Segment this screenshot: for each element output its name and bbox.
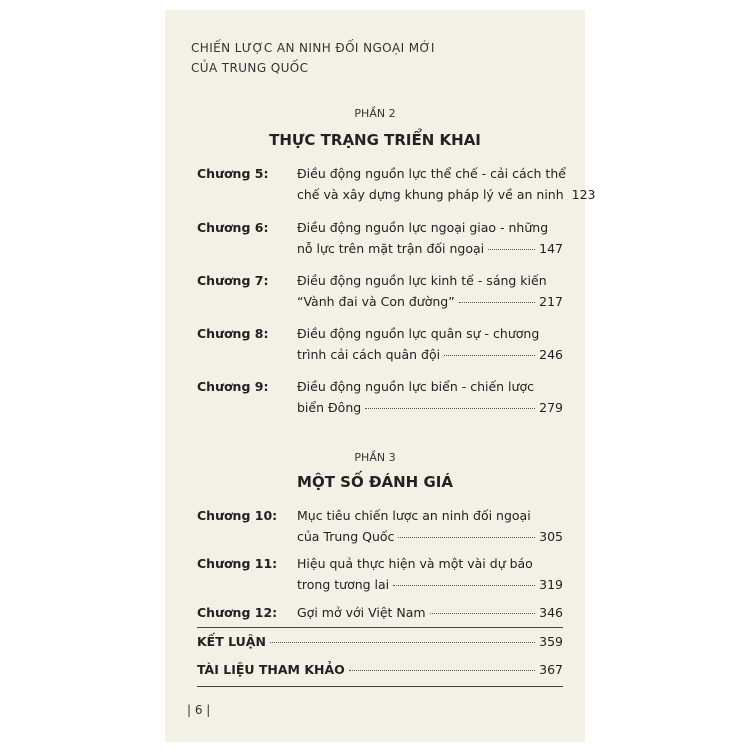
chapter-title-line-2: biển Đông — [297, 400, 362, 415]
page-number: 147 — [539, 241, 563, 256]
chapter-title-line-1: Điều động nguồn lực thể chế - cải cách thể — [297, 166, 566, 181]
chapter-title-line-2: của Trung Quốc — [297, 529, 395, 544]
chapter-number: Chương 11: — [197, 556, 278, 571]
chapter-title-line-1: Hiệu quả thực hiện và một vài dự báo — [297, 556, 533, 571]
references-label: TÀI LIỆU THAM KHẢO — [197, 662, 345, 677]
book-page — [165, 10, 596, 742]
chapter-title-line-1: Điều động nguồn lực ngoại giao - những — [297, 220, 549, 235]
dot-leader — [349, 670, 535, 671]
page-number: 217 — [539, 294, 563, 309]
dot-leader — [444, 355, 535, 356]
page-number: 123 — [571, 187, 596, 202]
dot-leader — [459, 302, 535, 303]
page-number: 367 — [539, 662, 563, 677]
page-folio: | 6 | — [187, 703, 211, 717]
chapter-title-line-2: nỗ lực trên mặt trận đối ngoại — [297, 241, 485, 256]
chapter-number: Chương 8: — [197, 326, 269, 341]
chapter-number: Chương 6: — [197, 220, 269, 235]
chapter-title-line-1: Mục tiêu chiến lược an ninh đối ngoại — [297, 508, 531, 523]
divider — [197, 686, 563, 687]
toc-entry-conclusion — [197, 634, 563, 649]
dot-leader — [393, 585, 535, 586]
page-number: 246 — [539, 347, 563, 362]
toc-entry-chapter-12 — [197, 602, 563, 623]
running-head — [191, 38, 435, 78]
chapter-title-line-2: trình cải cách quân đội — [297, 347, 441, 362]
chapter-title-line-2: trong tương lai — [297, 577, 390, 592]
dot-leader — [365, 408, 535, 409]
chapter-title-line-1: Điều động nguồn lực kinh tế - sáng kiến — [297, 273, 547, 288]
dot-leader — [270, 642, 535, 643]
chapter-number: Chương 12: — [197, 605, 278, 620]
divider — [197, 627, 563, 628]
chapter-number: Chương 7: — [197, 273, 269, 288]
chapter-title-line-2: “Vành đai và Con đường” — [297, 294, 455, 309]
chapter-title-line-2: chế và xây dựng khung pháp lý về an ninh — [297, 187, 564, 202]
chapter-title: Gợi mở với Việt Nam — [297, 605, 426, 620]
page-number: 346 — [539, 605, 563, 620]
chapter-number: Chương 5: — [197, 166, 269, 181]
page-number: 319 — [539, 577, 563, 592]
running-head-line-2: CỦA TRUNG QUỐC — [191, 61, 309, 75]
conclusion-label: KẾT LUẬN — [197, 634, 266, 649]
page-number: 279 — [539, 400, 563, 415]
chapter-number: Chương 10: — [197, 508, 278, 523]
part-2-label: PHẦN 2 — [354, 107, 396, 120]
dot-leader — [430, 613, 536, 614]
dot-leader — [398, 537, 535, 538]
part-3-label: PHẦN 3 — [354, 451, 396, 464]
page-number: 305 — [539, 529, 563, 544]
part-3-title: MỘT SỐ ĐÁNH GIÁ — [297, 473, 453, 491]
dot-leader — [488, 249, 535, 250]
page-number: 359 — [539, 634, 563, 649]
chapter-title-line-1: Điều động nguồn lực biển - chiến lược — [297, 379, 534, 394]
chapter-number: Chương 9: — [197, 379, 269, 394]
toc-entry-references — [197, 662, 563, 677]
part-2-title: THỰC TRẠNG TRIỂN KHAI — [269, 131, 481, 149]
running-head-line-1: CHIẾN LƯỢC AN NINH ĐỐI NGOẠI MỚI — [191, 41, 435, 55]
chapter-title-line-1: Điều động nguồn lực quân sự - chương — [297, 326, 540, 341]
